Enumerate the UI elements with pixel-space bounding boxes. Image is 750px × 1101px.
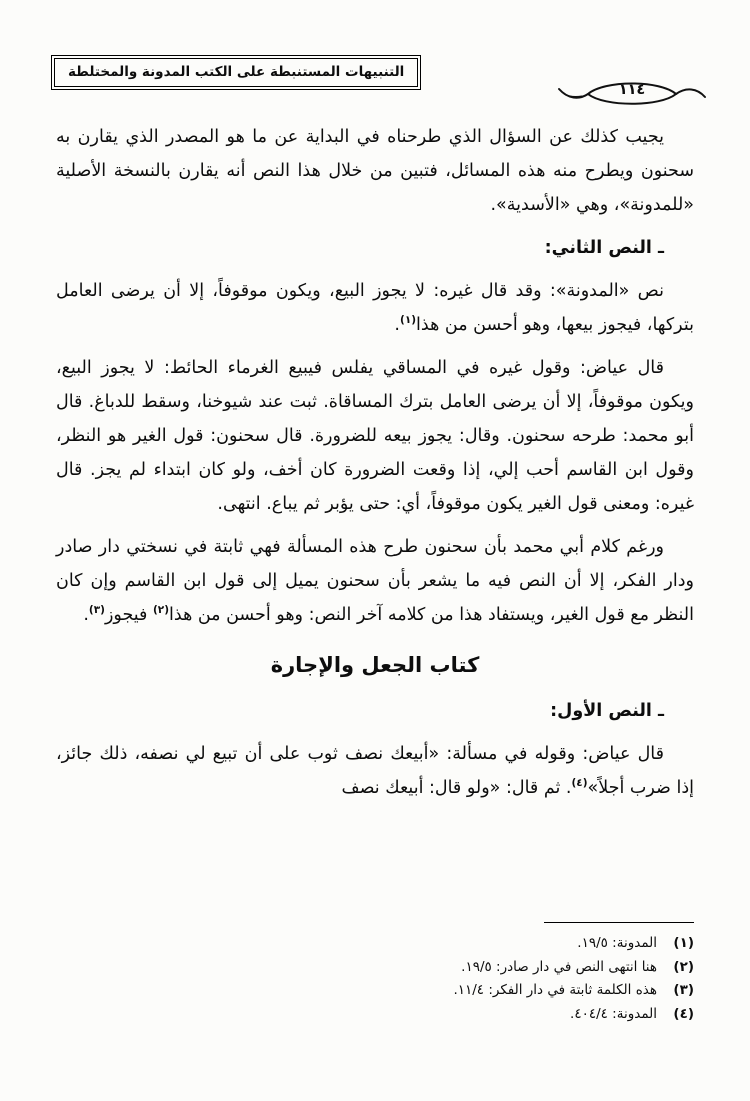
paragraph (56, 274, 694, 342)
footnote-ref-2: (٢) (152, 604, 170, 617)
paragraph-text: يجيب كذلك عن السؤال الذي طرحناه في البداية عن ما هو المصدر الذي يقارن به سحنون ويطرح منه هذه المسائل، فتبين من خلال هذا النص أنه يقارن بالنسخة الأصلية «للمدونة»، وهي «الأسدية». (56, 127, 694, 215)
book-title: التنبيهات المستنبطة على الكتب المدونة والمختلطة (68, 64, 405, 80)
page-number: ١١٤ (618, 82, 646, 98)
footnote-marker: (١) (673, 935, 694, 951)
footnote-ref-1: (١) (400, 314, 417, 327)
footnote (56, 1003, 694, 1027)
footnote-text: هذه الكلمة ثابتة في دار الفكر: ١١/٤. (453, 982, 657, 998)
footnote-marker: (٢) (673, 958, 694, 975)
footnote-ref-3: (٣) (88, 604, 105, 617)
paragraph-text: فيجوز (104, 605, 153, 625)
paragraph (56, 351, 694, 521)
paragraph-text: نص «المدونة»: وقد قال غيره: لا يجوز البيع، ويكون موقوفاً، إلا أن يرضى العامل بتركها، فيجوز بيعها، وهو أحسن من هذا (56, 281, 694, 335)
paragraph (56, 120, 694, 222)
page-body (56, 120, 694, 814)
paragraph-text: ورغم كلام أبي محمد بأن سحنون طرح هذه المسألة فهي ثابتة في نسختي دار صادر ودار الفكر، إلا أن النص فيه ما يشعر بأن سحنون يميل إلى قول ابن القاسم وإن كان النظر مع قول الغير، ويستفاد هذا من كلامه آخر النص: وهو أحسن من هذا (56, 537, 694, 625)
paragraph (56, 530, 694, 632)
footnote-separator (544, 922, 694, 923)
footnote (56, 979, 694, 1003)
footnote-text: هنا انتهى النص في دار صادر: ١٩/٥. (461, 958, 657, 975)
paragraph-text: قال عياض: وقوله في مسألة: «أبيعك نصف ثوب على أن تبيع لي نصفه، ذلك جائز، إذا ضرب أجلاً» (56, 744, 694, 798)
footnotes (56, 922, 694, 1026)
paragraph-text: . (394, 315, 400, 335)
footnote-marker: (٤) (673, 1005, 694, 1022)
paragraph-text: . (83, 605, 89, 625)
footnote (56, 956, 694, 980)
chapter-heading: كتاب الجعل والإجارة (270, 653, 480, 677)
paragraph-text: . ثم قال: «ولو قال: أبيعك نصف (341, 778, 572, 798)
paragraph-text: قال عياض: وقول غيره في المساقي يفلس فيبيع الغرماء الحائط: لا يجوز البيع، ويكون موقوفاً، إلا أن يرضى العامل بترك المساقاة. ثبت عند شيوخنا، وسقط للدباغ. قال أبو محمد: طرحه سحنون. وقال: يجوز بيعه للضرورة. قال سحنون: قول الغير هو النظر، وقول ابن القاسم أحب إلي، إذا وقعت الضرورة كان أخف، ولو كان ابتداء لم يجز. قال غيره: ومعنى قول الغير يكون موقوفاً، أي: حتى يؤبر ثم يباع. انتهى. (56, 358, 694, 514)
footnote-marker: (٣) (673, 982, 694, 998)
page-number-ornament (556, 76, 708, 112)
section-heading-nass-awwal: ـ النص الأول: (550, 701, 664, 721)
footnote-ref-4: (٤) (571, 777, 588, 790)
footnote-text: المدونة: ١٩/٥. (577, 935, 657, 951)
footnote-text: المدونة: ٤٠٤/٤. (570, 1005, 657, 1022)
footnote (56, 932, 694, 956)
running-header-title-box (54, 58, 418, 87)
section-heading-nass-thani: ـ النص الثاني: (544, 238, 664, 258)
paragraph (56, 737, 694, 805)
